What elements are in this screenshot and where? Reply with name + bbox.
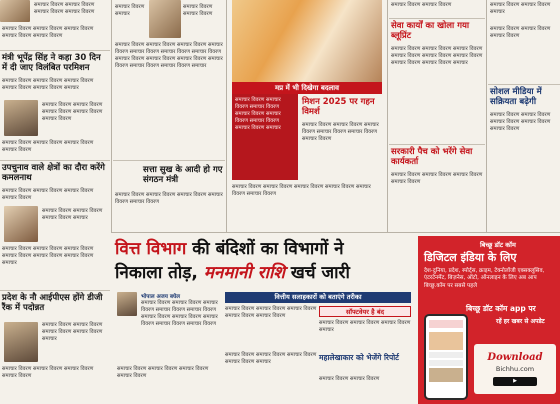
ad-title: डिजिटल इंडिया के लिए <box>424 251 517 264</box>
midleft-column: समाचार विवरण समाचार समाचार विवरण समाचार विवरण समाचार विवरण समाचार विवरण समाचार विवरण समाचार विवरण समाचार विवरण समाचार विवरण समाचार विवरण समाचार विवरण समाचार विवरण समाचार विवरण समाचार विवरण समाचार विवरण समाचार विवरण समाचार सत्ता सुख के आदी हो गए संगठन मंत्री समाचार विवरण समाचार विवरण समाचार विवरण समाचार विवरण समाचार विवरण <box>113 0 225 232</box>
main-story: वित्त विभाग की बंदिशों का विभागों ने निकाला तोड़, मनमानी राशि खर्च जारी भोपाल अजय बघेल समाचार विवरण समाचार विवरण समाचार विवरण समाचार विवरण समाचार विवरण समाचार विवरण समाचार विवरण समाचार विवरण समाचार विवरण समाचार विवरण समाचार विवरण समाचार विवरण समाचार विवरण समाचार विवरण वित्तीय सलाहकारों को बताएंगे तरीका समाचार विवरण समाचार विवरण समाचार विवरण समाचार विवरण समाचार विवरण सॉफ्टवेयर है बंद समाचार विवरण समाचार विवरण समाचार विवरण समाचार समाचार विवरण समाचार विवरण समाचार विवरण समाचार विवरण समाचार महालेखाकार को भेजेंगे रिपोर्ट समाचार विवरण समाचार विवरण <box>115 239 411 382</box>
farright-headline-1: सोशल मीडिया में सक्रियता बढ़ेगी <box>490 87 542 107</box>
center-headline-1: मिशन 2025 पर गहन विमर्श <box>302 97 375 117</box>
play-store-badge[interactable]: ▶ <box>493 377 537 386</box>
photo-caption-bar: मप्र में भी दिखेगा बदलाव <box>232 82 382 94</box>
center-column: मप्र में भी दिखेगा बदलाव समाचार विवरण समाचार विवरण समाचार विवरण समाचार विवरण समाचार विवरण समाचार विवरण समाचार विवरण समाचार मिशन 2025 पर गहन विमर्श समाचार विवरण समाचार विवरण समाचार विवरण समाचार विवरण समाचार विवरण समाचार विवरण समाचार विवरण समाचार विवरण समाचार विवरण समाचार विवरण समाचार विवरण समाचार विवरण <box>228 0 386 232</box>
ad-desc: देश-दुनिया, प्रदेश, स्पोर्ट्स, क्राइम, टेक्नोलॉजी एक्सक्लूसिव, एंटरटेनमेंट, बिज़नेस, ऑटो, ऑनलाइन के लिए अब आप बिच्छू.कॉम पर सबसे पहले <box>424 268 545 289</box>
ips-photo <box>4 322 38 362</box>
main-headline-part1: वित्त विभाग <box>115 239 187 259</box>
left-headline-1: मंत्री भूपेंद्र सिंह ने कहा 30 दिन में दी जाए विलंबित परमिशन <box>2 53 101 73</box>
main-headline-part2: की बंदिशों का विभागों ने <box>192 239 344 259</box>
main-subhead-3: महालेखाकार को भेजेंगे रिपोर्ट <box>319 353 399 362</box>
left-top-photo <box>0 0 30 22</box>
main-headline-part3: निकाला तोड़, <box>115 263 198 283</box>
ad-url[interactable]: Bichhu.com <box>495 365 535 373</box>
right-headline-1: सेवा कार्यों का खोला गया ब्लूप्रिंट <box>391 21 470 41</box>
ad-app-line: बिच्छू डॉट कॉम app पर <box>466 304 536 313</box>
ad-brand-line: बिच्छू डॉट कॉम <box>480 241 516 249</box>
leaders-photo <box>232 0 382 82</box>
ad-sub: रहें हर खबर से अपडेट <box>496 318 545 325</box>
kamalnath-photo <box>4 206 38 242</box>
main-headline-part4: मनमानी राशि <box>203 263 285 283</box>
left-headline-2: उपचुनाव वाले क्षेत्रों का दौरा करेंगे कमलनाथ <box>2 163 105 183</box>
midleft-photo-1 <box>149 0 181 38</box>
main-headline-part5: खर्च जारी <box>290 263 350 283</box>
minister-photo <box>4 100 38 136</box>
farright-column: समाचार विवरण समाचार विवरण समाचार समाचार विवरण समाचार विवरण समाचार विवरण सोशल मीडिया में सक्रियता बढ़ेगी समाचार विवरण समाचार विवरण समाचार विवरण समाचार विवरण समाचार विवरण <box>488 0 560 232</box>
ad-download[interactable]: Download <box>487 352 543 363</box>
subbox-2: सॉफ्टवेयर है बंद <box>319 306 411 317</box>
subbox-1: वित्तीय सलाहकारों को बताएंगे तरीका <box>225 292 411 303</box>
byline: भोपाल अजय बघेल <box>141 294 180 300</box>
bichhu-ad[interactable] <box>418 236 560 404</box>
right-column: समाचार विवरण समाचार विवरण सेवा कार्यों का खोला गया ब्लूप्रिंट समाचार विवरण समाचार विवरण समाचार विवरण समाचार विवरण समाचार विवरण समाचार विवरण समाचार विवरण समाचार विवरण समाचार सरकारी पैच को भरेंगे सेवा कार्यकर्ता समाचार विवरण समाचार विवरण समाचार विवरण समाचार विवरण <box>389 0 485 232</box>
left-column: समाचार विवरण समाचार विवरण समाचार विवरण समाचार विवरण समाचार विवरण समाचार विवरण समाचार विवरण समाचार विवरण समाचार विवरण मंत्री भूपेंद्र सिंह ने कहा 30 दिन में दी जाए विलंबित परमिशन समाचार विवरण समाचार विवरण समाचार विवरण समाचार विवरण समाचार विवरण समाचार समाचार विवरण समाचार विवरण समाचार विवरण समाचार विवरण समाचार विवरण समाचार विवरण समाचार विवरण समाचार विवरण समाचार विवरण उपचुनाव वाले क्षेत्रों का दौरा करेंगे कमलनाथ समाचार विवरण समाचार विवरण समाचार विवरण समाचार विवरण समाचार विवरण समाचार विवरण समाचार विवरण समाचार समाचार विवरण समाचार विवरण समाचार विवरण समाचार विवरण समाचार विवरण समाचार विवरण समाचार प्रदेश के नौ आईपीएस होंगे डीजी रैंक में पदोन्नत समाचार विवरण समाचार विवरण समाचार विवरण समाचार विवरण समाचार समाचार विवरण समाचार विवरण समाचार विवरण समाचार विवरण <box>0 0 110 404</box>
byline-photo <box>117 292 137 316</box>
right-headline-2: सरकारी पैच को भरेंगे सेवा कार्यकर्ता <box>391 147 473 167</box>
left-headline-3: प्रदेश के नौ आईपीएस होंगे डीजी रैंक में पदोन्नत <box>2 293 103 313</box>
phone-mockup <box>424 314 468 400</box>
midleft-headline-1: सत्ता सुख के आदी हो गए संगठन मंत्री <box>143 165 223 185</box>
